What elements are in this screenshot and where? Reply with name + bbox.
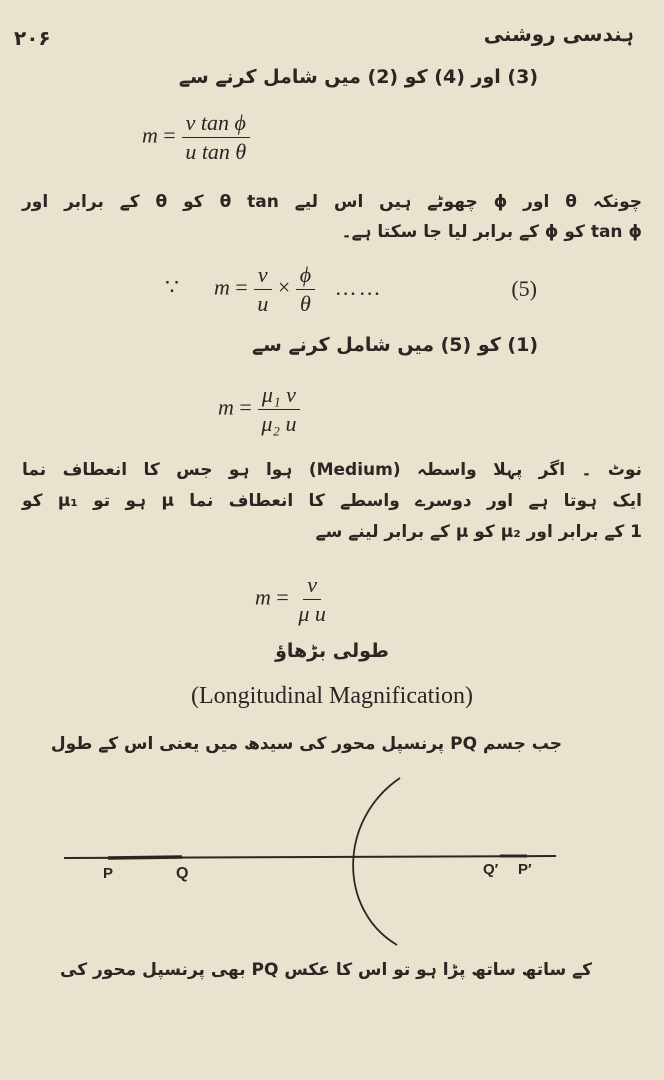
object-pq [108,857,182,858]
substitution-line-1: (3) اور (4) کو (2) میں شامل کرنے سے [178,66,538,88]
eq3-numerator: μ₁ v [258,382,300,410]
paragraph-small-angles-line-1: چونکہ θ اور ϕ چھوٹے ہیں اس لیے θ tan کو θ کے برابر اور [22,192,642,212]
concave-mirror [353,778,400,945]
times-symbol: × [277,274,291,300]
eq2-den2: θ [300,291,311,316]
eq3-denominator: μ₂ u [261,411,297,436]
equation-mu-single: m = $\frac{v}{\text{μ u}}$ [255,572,330,627]
eq4-numerator: v [303,572,321,600]
section-heading-english: (Longitudinal Magnification) [191,683,473,709]
paragraph-longitudinal-line-1: جب جسم PQ پرنسپل محور کی سیدھ میں یعنی اس کے طول [50,734,562,754]
eq1-lhs: m [142,122,158,148]
label-q: Q [176,865,189,882]
substitution-line-2: (1) کو (5) میں شامل کرنے سے [252,334,538,356]
eq4-lhs: m [255,584,271,610]
eq2-den1: u [257,291,269,316]
equation-5: ∵ m = $\frac{v}{u}$ × $\frac{\phi}{\theta}$ …… (5) [165,262,537,316]
label-p: P [103,865,114,882]
section-heading-urdu: طولی بڑھاؤ [275,640,389,662]
equation-tag-5: (5) [511,276,537,301]
page-number: ۲۰۶ [14,26,51,50]
eq2-num1: v [254,262,272,290]
eq2-fraction-2 [296,262,315,317]
equation-mu-ratio: m = $\frac{\text{μ₁ v}}{\text{μ₂ u}}$ [218,382,301,437]
note-line-3: 1 کے برابر اور μ₂ کو μ کے برابر لینے سے [315,522,642,542]
note-line-1: نوٹ ۔ اگر پہلا واسطہ (Medium) ہوا ہو جس کا انعطاف نما [22,460,643,480]
ellipsis: …… [334,274,383,300]
eq1-denominator: u tan θ [185,139,247,164]
paragraph-small-angles-line-2: tan ϕ کو ϕ کے برابر لیا جا سکتا ہے۔ [341,222,642,242]
eq2-lhs: m [214,274,230,300]
mirror-diagram [0,760,664,950]
paragraph-longitudinal-line-2: کے ساتھ ساتھ پڑا ہو تو اس کا عکس PQ بھی پرنسپل محور کی [60,960,592,980]
eq1-fraction [181,110,250,165]
because-symbol: ∵ [165,274,179,300]
running-title: ہندسی روشنی [483,22,634,46]
label-q-image: Q′ [483,861,499,878]
note-line-2: ایک ہوتا ہے اور دوسرے واسطے کا انعطاف نما μ ہو تو μ₁ کو [22,491,642,511]
eq4-fraction [294,572,330,627]
eq2-fraction-1 [253,262,272,317]
eq3-lhs: m [218,394,234,420]
equation-m-tan: m = $\frac{\text{v tan ϕ}}{\text{u tan θ}}$ [142,110,250,165]
eq2-num2: ϕ [296,262,315,290]
eq1-numerator: v tan ϕ [182,110,250,138]
eq4-denominator: μ u [298,601,326,626]
eq3-fraction [257,382,300,437]
label-p-image: P′ [518,861,532,878]
